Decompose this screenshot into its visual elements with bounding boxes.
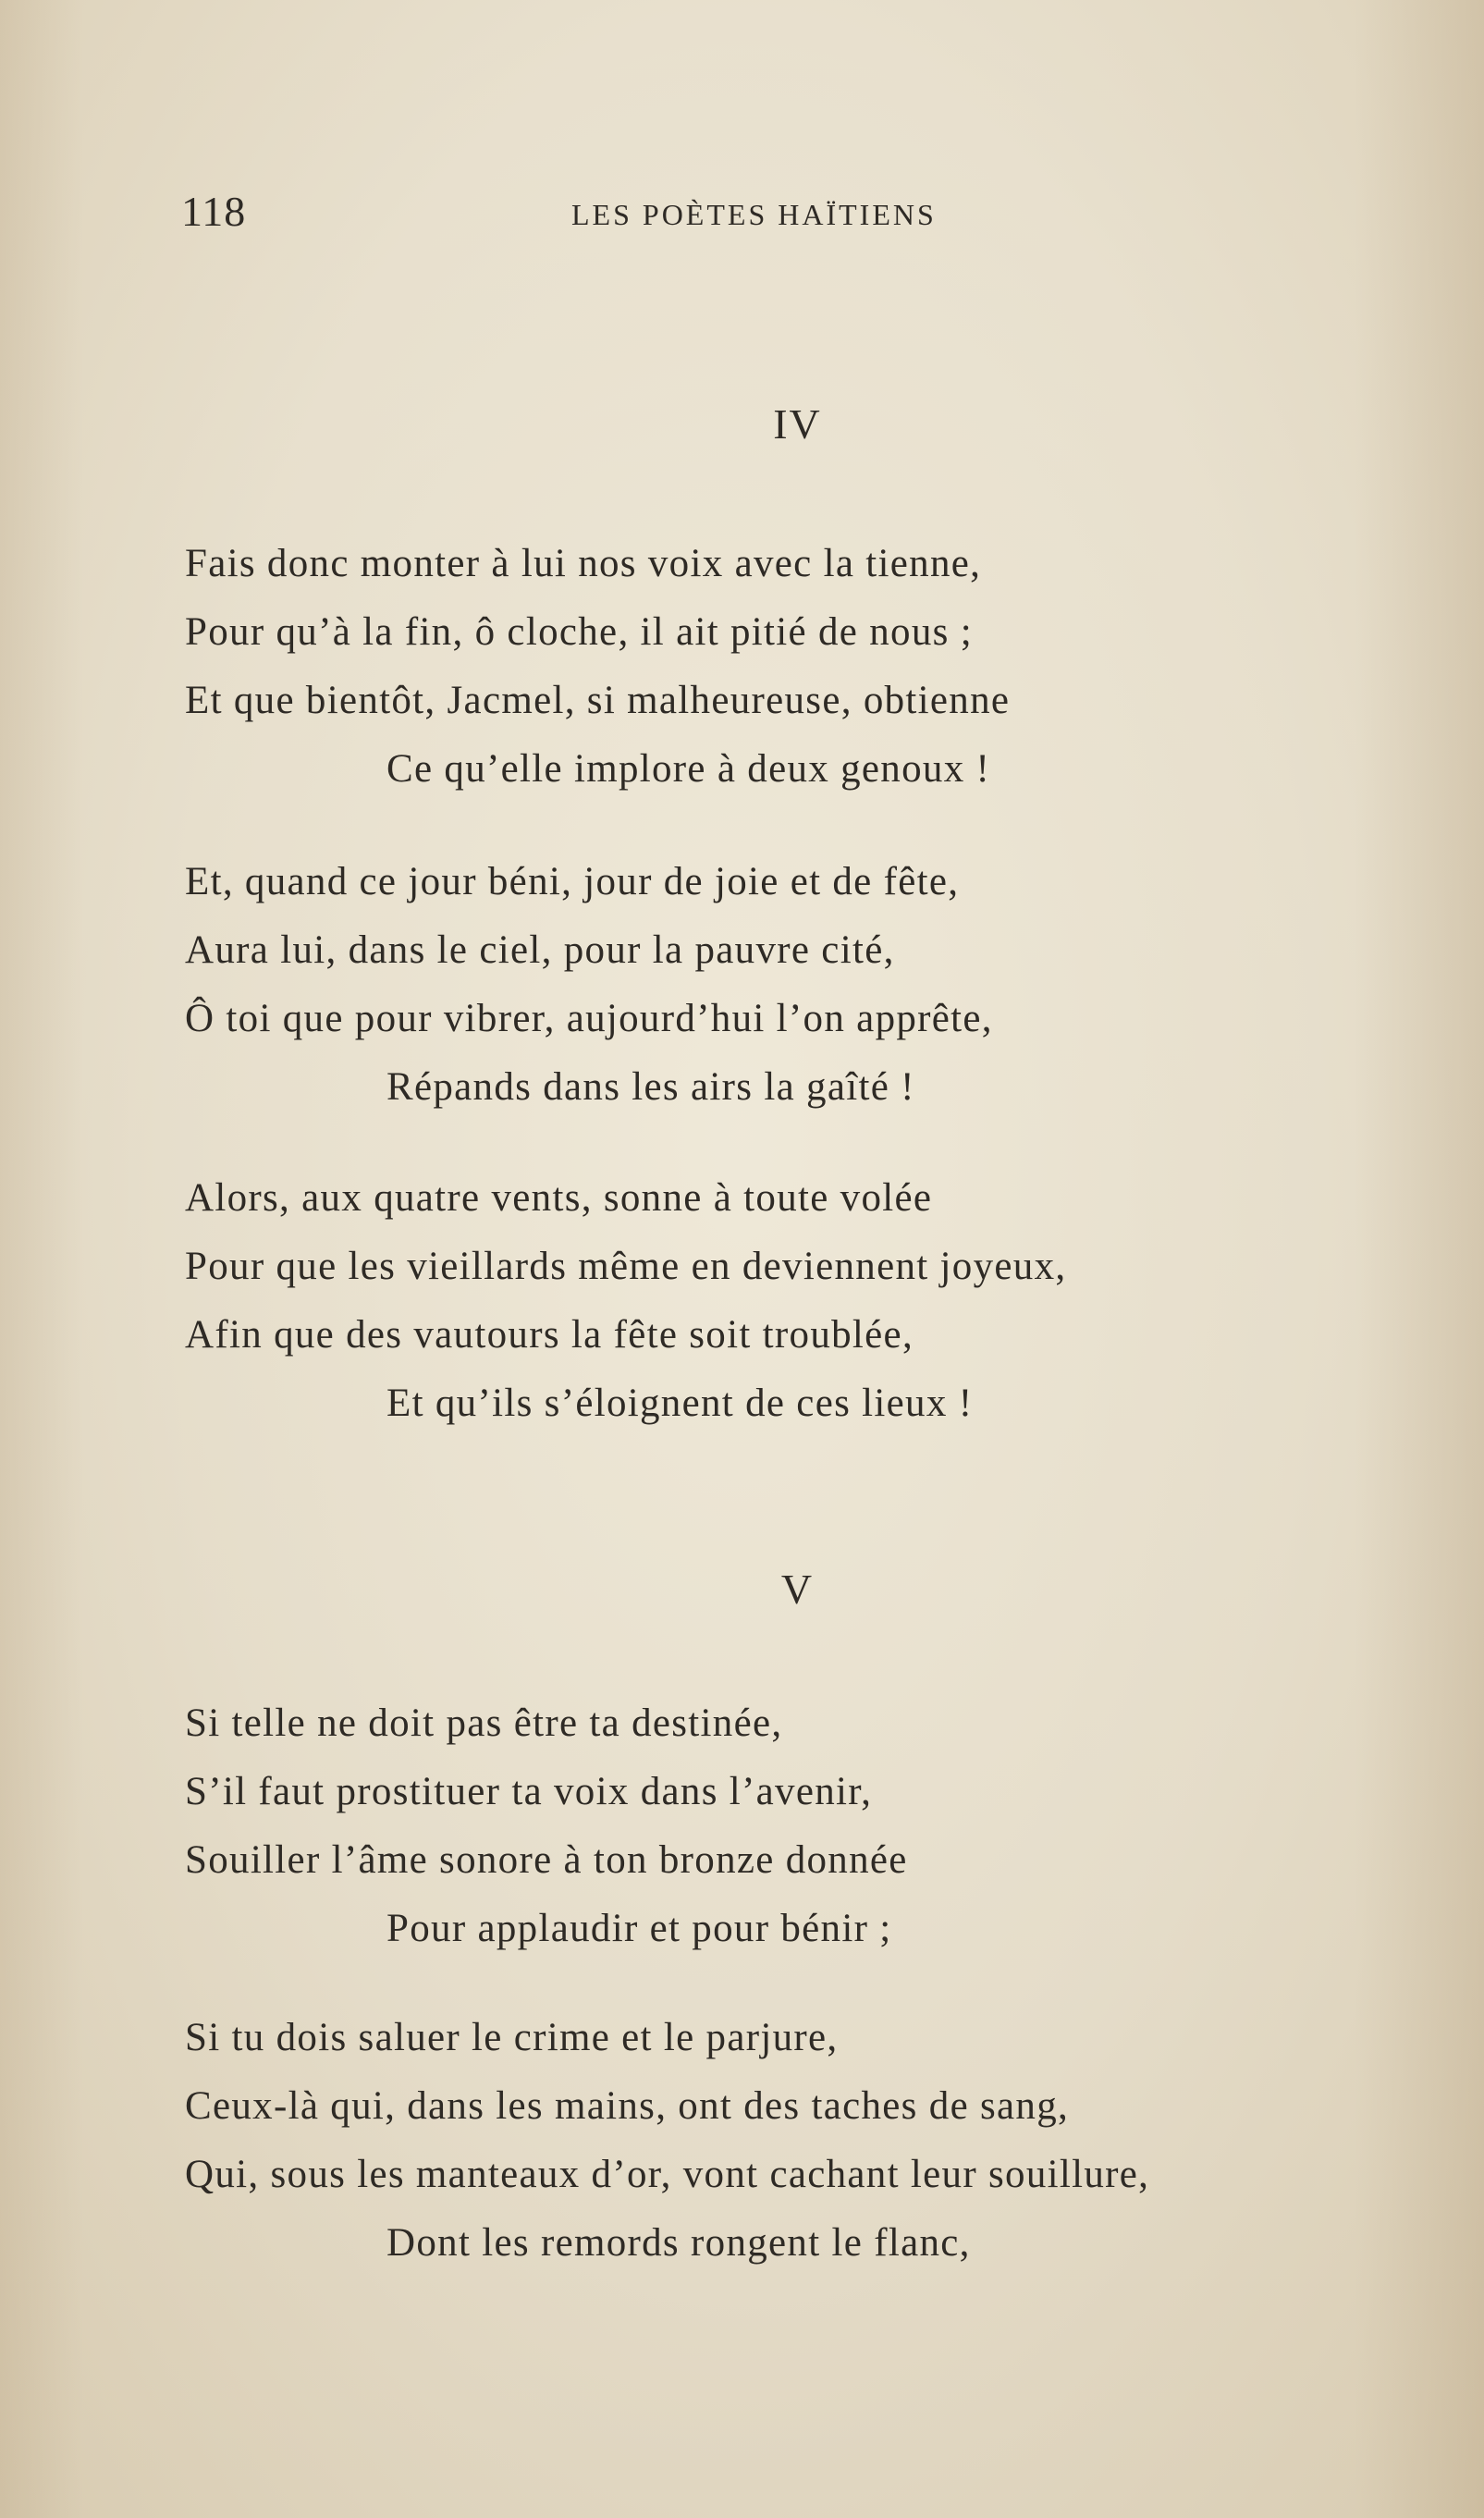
poem-line: Et, quand ce jour béni, jour de joie et de fête, bbox=[185, 860, 960, 903]
poem-line: Si telle ne doit pas être ta destinée, bbox=[185, 1701, 783, 1745]
poem-line: Pour que les vieillards même en deviennent joyeux, bbox=[185, 1245, 1067, 1288]
poem-line: Dont les remords rongent le flanc, bbox=[386, 2221, 971, 2265]
poem-line: Aura lui, dans le ciel, pour la pauvre cité, bbox=[185, 928, 895, 972]
poem-line: Fais donc monter à lui nos voix avec la tienne, bbox=[185, 542, 982, 585]
poem-line: Répands dans les airs la gaîté ! bbox=[386, 1065, 915, 1109]
poem-line: Pour applaudir et pour bénir ; bbox=[386, 1907, 892, 1950]
poem-line: Et que bientôt, Jacmel, si malheureuse, obtienne bbox=[185, 679, 1011, 722]
poem-line: Ceux-là qui, dans les mains, ont des taches de sang, bbox=[185, 2084, 1070, 2128]
page-number: 118 bbox=[181, 188, 247, 235]
poem-line: Afin que des vautours la fête soit troublée, bbox=[185, 1313, 914, 1357]
poem-line: Si tu dois saluer le crime et le parjure, bbox=[185, 2016, 839, 2059]
poem-line: Et qu’ils s’éloignent de ces lieux ! bbox=[386, 1382, 974, 1425]
poem-line: Qui, sous les manteaux d’or, vont cachant leur souillure, bbox=[185, 2153, 1150, 2196]
running-head bbox=[0, 187, 1484, 242]
poem-line: Ce qu’elle implore à deux genoux ! bbox=[386, 747, 991, 791]
poem-line: Alors, aux quatre vents, sonne à toute volée bbox=[185, 1176, 933, 1220]
poem-line: S’il faut prostituer ta voix dans l’avenir, bbox=[185, 1770, 873, 1813]
section-heading-iv: IV bbox=[773, 400, 822, 448]
poem-line: Pour qu’à la fin, ô cloche, il ait pitié de nous ; bbox=[185, 610, 973, 654]
section-heading-v: V bbox=[780, 1566, 815, 1613]
running-title: LES POÈTES HAÏTIENS bbox=[571, 198, 937, 231]
poem-line: Souiller l’âme sonore à ton bronze donnée bbox=[185, 1838, 908, 1882]
poem-line: Ô toi que pour vibrer, aujourd’hui l’on apprête, bbox=[185, 997, 993, 1040]
